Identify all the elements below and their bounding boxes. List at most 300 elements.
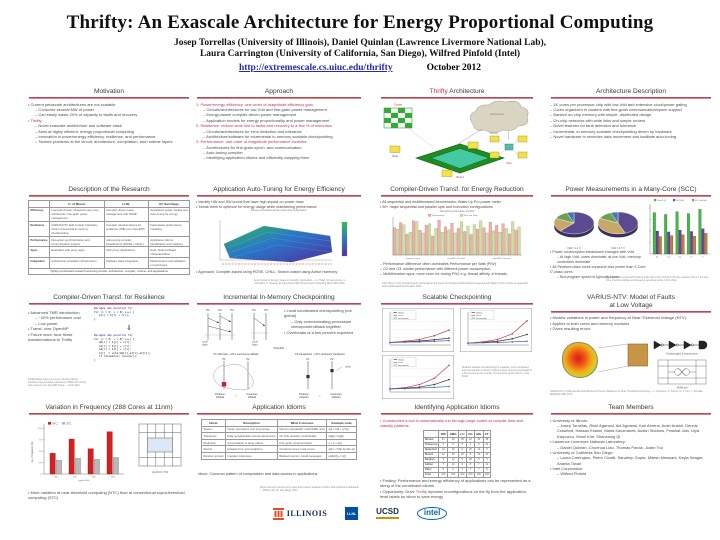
panel-title: Scalable Checkpointing [422,294,492,301]
bullet: • Identify HW and SW knobs that have high impact on power draw [196,199,304,204]
table-cell: Application idioms: identification and mapping [148,236,189,247]
svg-text:SCC (48): SCC (48) [676,200,684,202]
producer-rollback-label: rollback [215,396,225,399]
panel-title: Application Auto-Tuning for Energy Efficiency [213,186,345,193]
scc-pie-charts [550,199,642,251]
bullet: • University of Illinois: [550,417,588,423]
identify-opportunity [380,489,534,500]
column-header: Example code [327,420,357,427]
approach-bullets [194,102,364,161]
code-line: #pragma omp parallel for [94,306,133,310]
resilience-citation: ROSE-based source-to-source transformations introduce triple-modular redundancy (TMR) with voting and recovery over OpenMP codes — LLNL 2012. [28,378,86,387]
table-cell: Auto-tuning compiler infrastructure (ROSE + CHiLL) [104,236,148,247]
panel-title: Compiler-Driven Transf. for Energy Reduction [390,186,524,193]
svg-text:NTC: NTC [52,422,58,426]
table-cell: Banked memory; small messages [277,452,326,459]
label-memory: Memory [489,132,499,135]
architecture-diagram [378,100,536,182]
sponsor-logos [0,507,720,520]
table-cell: 2 [466,442,474,447]
proc-label: P5 [264,309,268,312]
table-cell: 7 [475,462,484,467]
scc-bar-chart [644,198,712,264]
table-cell: 22 [466,437,474,442]
table-cell: 8 [466,462,474,467]
rule2-title: P2 checkpoints ⇒ P2's producers checkpoint [295,353,345,356]
label-interconnect: Interconnect [489,113,505,116]
bullet: – Low power [35,320,58,326]
panel-auto-tuning [194,186,364,292]
table-cell: DoD / DoE workload characterization [148,247,189,258]
consumer-chkpt-label: Consumer [330,393,342,396]
code-line: a[i] = vote(a0[i],a1[i],a2[i]); [94,350,151,355]
table-cell: Fine-grain synchronization and communication support [49,236,104,247]
bar-chart-note: Normalized performance and P/W [439,211,475,213]
table-row [202,446,357,453]
table-cell: Apps [29,247,50,258]
local-chkpt-label: Local [202,341,208,344]
bullet: – Only communicating processors checkpoint/rollback together [291,318,352,330]
bullet: – Novel exascale architecture and software stack [35,123,122,129]
svg-text:75: 75 [39,439,42,442]
bullet: – Novel features for fault detection and tolerance [550,123,637,129]
identify-table [396,430,518,478]
panel-frequency-variation [26,404,192,504]
scc-citation: Quantifying the power/performance trade-offs of the Intel SCC 48-core research chip vs. a 4-core Core i7 across voltage and frequency operating points, UIUC 2012. [606,276,709,282]
title-rule [197,97,361,99]
bullet: • Models variations in power and frequency at Near-Threshold Voltage (NTV) [550,315,686,321]
code-line: for (i = 0; i < N; i++) { [94,309,135,314]
bullet: – Circuits/architectures for error detection and tolerance [203,128,302,134]
table-cell: 25 [466,447,474,452]
gates-diagram [652,338,712,356]
table-cell: 6 [483,447,490,452]
poster-date: October 2012 [426,63,482,73]
svg-text:lu: lu [701,256,704,259]
panel-scc-power [548,186,714,292]
table-cell: Application power models and auto-tuning for energy [148,207,189,222]
bullet: – Incremental, in-memory scalable checkpointing driven by hardware [550,128,672,134]
table-cell: Stream [423,437,439,442]
illinois-wordmark: ILLINOIS [286,509,328,518]
proc-label: P1 [206,309,210,312]
title-rule [551,97,711,99]
table-cell: Memory bandwidth; wide/SIMD units [279,427,325,432]
table-cell: a[idx[i]] += v[i] [327,452,357,459]
table-cell: 7 [458,467,466,472]
checkpoint-overhead-chart-2 [460,308,532,352]
bullet: • Approach: Compiler-based using ROSE, CHiLL; Search-based using Active Harmony [196,270,338,274]
table-cell: 100 [484,473,489,477]
table-cell: 9 [448,467,459,472]
label-chip: Chip [506,162,512,165]
bullet: • Tweak them to optimize for energy usage while maintaining performance [196,204,317,209]
panel-scalable-checkpointing [378,294,536,402]
table-cell: 10 [448,462,459,467]
table-row [202,433,357,440]
table-cell: 11 [475,447,484,452]
idioms-citation: Idiom taxonomy derived from static and dynamic analysis of DoD / DoE production workloads — PMaC Lab, UC San Diego, 2012. [260,486,359,492]
bullet: – O2 and O3: similar performance with different power consumption [380,266,491,271]
panel-title: Identifying Application Idioms [414,404,500,411]
code-line: for (i = 0; i < N; i++) { [94,336,135,341]
poster-title: Thrifty: An Exascale Architecture for Energy Proportional Computing [66,12,654,33]
table-cell: 26 [458,452,466,457]
data-table [201,419,357,460]
panel-title: Team Members [608,404,654,411]
intel-logo: intel [417,507,447,520]
table-cell: Integration [29,257,50,268]
bullet: • Local coordinated checkpointing (not global) [284,308,352,319]
arrow-left-icon: ← [318,393,322,398]
data-table [28,200,190,275]
label-node: Node [391,155,399,158]
panel-approach [194,88,364,184]
table-cell: Compiler transformations for resilience (TMR over OpenMP) [104,222,148,237]
table-cell: Resilience [29,222,50,237]
bullet: – Laura Carrington, Pietro Cicotti, Sandeep Gupta, Mitesh Meswani, Kayla Seager, Ananta Tiwari [557,455,704,466]
table-cell: VARIUS-NTV fault models; hardware-driven incremental in-memory checkpointing [49,222,104,237]
column-header: MG [476,431,482,436]
title-rule [197,413,361,415]
bullet: • Advanced TMR introduction [28,310,80,315]
table-cell: Vector operations over long arrays [225,426,277,433]
project-url-link[interactable]: http://extremescale.cs.uiuc.edu/thrifty [238,63,393,73]
bullet: – Novel hardware to minimize data movement and facilitate auto-tuning [550,133,677,139]
bullet: – Aims at highly efficient, energy proportional computing [35,128,135,134]
svg-text:Core i7 (4): Core i7 (4) [657,200,666,202]
title-rule [29,303,189,305]
motivation-bullets [26,102,192,145]
title-thrifty: Thrifty [429,88,448,95]
svg-text:cg: cg [667,256,670,259]
chkpt-marker [306,375,309,378]
table-cell: Gather [423,462,439,467]
cluster-grid-icon [384,108,412,128]
code-line: if (mismatch) recover(); [94,354,138,358]
bullet: • Future work: tune these transformations to Thrifty [28,331,73,342]
checkpoint-overhead-chart-1 [382,308,454,352]
table-row [202,452,357,459]
gates-label: Boolean gates & interconnects [666,353,698,356]
bullet: – Banked on-chip memory with simple, distributed design [550,112,652,118]
table-cell: Reduction [202,439,226,446]
panel-title: Variation in Frequency (288 Cores at 11nm) [45,404,173,411]
table-cell: Updates from grid neighbors [225,446,277,453]
table-cell: 7 [466,467,474,472]
local-chkpt-label: chkpt [252,344,258,346]
table-cell: 38 [483,437,490,442]
research-table [28,200,190,275]
proc-label: P4 [252,309,256,312]
core-tile [628,344,648,366]
proc-label: P2 [330,358,334,361]
table-cell: Irregular references [225,452,277,459]
panel-title: Approach [264,88,294,95]
rules-heading: RULES: [273,346,285,350]
bullet: • Applies to both cores and memory modules [550,320,630,326]
chkpt-marker [330,369,333,372]
panel-identifying-idioms [378,404,536,504]
bullet: – Performance difference often dominates Performance per Watt (P/W) [380,262,497,266]
bullet: • Transf. over OpenMP [28,326,69,332]
surface-chart-note: Energy consumption across tuned code configurations [251,210,307,212]
panel-title: Power Measurements in a Many-Core (SCC) [565,186,697,193]
bullet: – Cores organized in clusters with fine-grain communication/synch support [550,106,682,112]
table-cell: 100 [460,473,465,477]
svg-text:Incremental: Incremental [476,317,487,320]
svg-text:Incremental: Incremental [398,364,409,367]
table-cell: 5 [483,457,490,462]
bullet: • 48 Pentium-class cores consume less power than 4 Core i7-class cores [550,264,646,274]
panel-research-description [26,186,192,292]
table-cell: Architecture simulation infrastructure [49,257,104,268]
svg-text:Incremental: Incremental [398,317,409,320]
panel-thrifty-architecture [378,88,536,184]
autotune-bullets [194,200,364,210]
bullet: – Architecture/software for incremental in-memory scalable checkpointing [203,133,333,139]
bullet: – Wilfred Pinfold [557,471,587,477]
opportunity-post: dynamic reconfigurations on the fly from the application-level labels by idiom to save energy [380,489,528,500]
table-cell: a[i] = b[i] + q*c[i] [327,426,357,433]
title-architecture: Architecture [447,88,485,95]
bullet: • Thrifty: [28,117,43,123]
column-header: What it stresses [277,420,326,427]
table-cell: Low-Vdd circuits; clustered many-core architecture; fine-grain power management [49,207,104,222]
table-cell: 12 [439,447,448,452]
code-line: a[i] = b[i] + c[i]; [94,313,130,317]
varius-citation: VARIUS-NTV: A Microarchitectural Model of Process Variations for Near-Threshold Computing — U. Karpuzcu, K. Kolluru, N. S. Kim, J. Torrellas. IEEE/IFIP DSN 2012. [550,390,704,396]
rollback-marker [222,382,226,386]
opportunity-thrifty: Thrifty [415,489,427,494]
panel-varius-ntv [548,294,714,402]
title-rule [197,303,361,305]
table-cell: 9 [458,447,466,452]
varius-bullets [548,315,714,331]
table-cell: Measurement and validation on prototypes [148,257,189,268]
table-cell: Fault-aware performance modeling [148,222,189,237]
table-row [202,426,357,433]
table-cell: Clustered cores; local comm. [277,446,326,453]
xgroup-label: sequential opts [405,258,421,260]
bullet: – Daniel Quinlan, Chunhua Liao, Thomas Panas, Justin Too [557,444,663,450]
bullet: • Lawrence Livermore National Laboratory: [550,439,626,445]
table-cell: s = s + a[i] [327,439,357,446]
table-row [29,222,190,237]
variation-heatmap [562,342,598,378]
svg-text:Perf. per Watt: Perf. per Watt [464,215,478,218]
table-cell: a[i] = c*(b[i-1]+b[i+1]) [328,447,355,452]
energy-citation: Joint UIUC / LLNL empirical study: performance and power of compiler transformations measured with Watts Up Pro meters on sequential and multithreaded benchmarks, 2012. [382,282,528,288]
column-header: FT [485,431,489,436]
table-cell: 7 [475,467,484,472]
column-header: LLNL [104,201,148,208]
column-header [423,431,439,438]
table-cell: Transpose [424,443,438,447]
link-row [0,63,720,73]
table-cell: Efficiency [29,207,50,222]
title-rule [197,195,361,197]
autotune-citation: Auto-Tuning for Energy Usage in Scientific Applications — A. Tiwari, M. Laurenzano, L. Carrington, A. Snavely. Energy-Aware High Performance Computing (EnA-HPC) 2011. [254,279,346,285]
table-cell: 8 [483,467,490,472]
svg-text:ep: ep [678,256,682,259]
table-row [29,257,190,268]
table-cell: 21 [483,442,490,447]
table-cell: Stream [202,426,226,433]
svg-text:8%: 8% [92,476,96,479]
transform-arrow-icon: ⇓ [126,325,132,332]
sram-label: SRAM cell [676,387,688,389]
table-cell: 8 [466,452,474,457]
bullet: • Overheads of a few percent expected [284,329,353,335]
table-row [202,439,357,446]
svg-text:100: 100 [37,428,42,430]
checkpoint-overhead-chart-3 [382,355,454,399]
table-cell: Transpose [202,433,226,440]
title-rule [381,97,533,99]
ckpt-bullets [282,308,366,335]
consumer-rollback-label: Consumer [246,393,258,396]
consumer-rollback-label: rollback [247,396,257,399]
local-chkpt-label: chkpt [202,344,208,346]
svg-text:σ/μ of frequency (%): σ/μ of frequency (%) [32,441,34,463]
bullet: – Architectures for fine-grain synch. and communication [203,144,302,150]
zoom-lines [596,342,648,382]
panel-energy-reduction [378,186,536,292]
energy-bar-chart [388,214,526,260]
proc-label: P2 [218,309,222,312]
column-header: U. of Illinois [49,201,104,208]
interconnect-cloud [470,101,528,133]
panel-title: Compiler-Driven Transf. for Resilience [53,294,165,301]
bullet: – Energy-aware compiler-driven power management [203,112,297,118]
svg-text:5%: 5% [73,476,77,479]
panel-title: Application Idioms [252,404,306,411]
title-rule [551,195,711,197]
identify-findings [378,478,540,489]
column-header: UC San Diego [148,201,189,208]
bullet: – Innovation in power/energy efficiency, resilience, and performance [35,133,156,139]
table-cell: 12 [483,462,490,467]
bullet: – Circuits/architectures for low Vdd and fine-grain power management [203,106,327,112]
producer-rollback-label: Producer [215,393,225,396]
xgroup-label: OpenMP 2 threads [447,258,466,260]
table-cell: 100 [466,472,474,477]
table-cell: Software stack integration [104,257,148,268]
table-cell: 6 [458,457,466,462]
chip-floorplan [136,422,186,478]
table-cell: 28 [466,457,474,462]
proc-label: P1 [222,358,226,361]
panel-title-line2: at Low Voltage [609,301,653,309]
title-rule [29,413,189,415]
bullet: • University of California San Diego: [550,449,614,455]
authors-line-2: Laura Carrington (University of California, San Diego), Wilfred Pinfold (Intel) [199,49,521,59]
checkpoint-rules-diagram [196,351,362,401]
table-cell: 7 [439,462,448,467]
table-cell: Random access [203,453,224,458]
bullet: – Consume several MW of power [35,106,95,112]
svg-text:STC: STC [66,422,72,426]
team-list [548,418,714,477]
bullet: – Josep Torrellas, Rishi Agarwal, Adi Agrawal, Karl Ahrens, Amin Ansari, Dennis Crawford, Hassan Eslami, Maria Kaczmarek, Austin Siddons, Prabhat Jain, Ulya Karpuzcu, Wooil Kim, Shanxiang Qi [557,422,700,439]
bullet: – On-chip networks with wide links and simple routers [550,117,646,123]
svg-text:bt: bt [656,256,658,259]
column-header [29,201,50,208]
column-header: LU [460,431,465,436]
table-cell: 41 [439,437,448,442]
svg-text:ft: ft [690,256,692,259]
label-board: Board [456,176,464,179]
autotune-approach [194,270,368,275]
table-cell: On-chip network; scratchpads [277,433,326,440]
title-rule [381,413,533,415]
bullet: – At high Vdd, cores dominate; at low Vdd, memory controllers dominate [557,254,641,264]
table-cell: Reduction [424,448,438,452]
table-cell: 9 [458,462,466,467]
table-row [423,472,490,477]
opportunity-pre: • Opportunity: Drive [380,489,416,494]
title-rule [551,311,711,313]
illinois-column-icon [273,508,284,520]
code-line: a0[i] = b[i] + c[i]; [94,340,132,344]
column-header: Description [225,420,277,427]
svg-text:SCC low Vdd: SCC low Vdd [695,200,707,202]
panel-resilience [26,294,192,402]
table-row [29,236,190,247]
table-cell: Random [423,457,439,462]
column-header: Idiom [202,420,226,427]
table-cell: Compiler-driven power management with ROSE [104,207,148,222]
table-cell: 18 [448,452,459,457]
bullet: • More variation at near-threshold computing (NTC) than at conventional supra-threshold computing (STC) [28,490,185,501]
table-cell: 100 [475,472,484,477]
bullet: – Multithreaded apps: more room for tuning P/W, e.g. thread affinity, # threads [380,271,507,276]
proc-label: P2 [246,358,250,361]
panel-title [378,88,536,96]
table-cell: Accumulation of array values [225,439,277,446]
column-header: CG [468,431,473,436]
title-rule [381,195,533,197]
table-cell: Other [423,467,439,472]
title-rule [29,195,189,197]
panel-architecture-description [548,88,714,184]
bullet: – Identifying application idioms and efficiently mapping them [203,155,310,161]
table-cell: 5 [448,442,459,447]
title-rule [551,413,711,415]
svg-text:Global: Global [398,312,404,315]
rule1-title: P1 rolls back ⇒ P1's consumers rollback [213,353,259,356]
checkpoint-timeline-diagram [196,306,278,346]
bullet: – But program speed is typically lower [557,274,620,279]
bullet: • Power consumption breakdown changes with Vdd [550,250,634,254]
panel-title: Incremental In-Memory Checkpointing [223,294,335,301]
table-cell: 100 [448,472,459,477]
illinois-logo [273,508,327,520]
energy-xgroup-labels [392,258,524,260]
table-cell: 22 [439,452,448,457]
bullet: • 50+ major sequential and parallel opts and execution configurations [380,204,493,209]
table-cell: Evaluation with proxy apps [49,247,104,258]
chip-center-block [147,438,172,452]
code-line: #pragma omp parallel for [94,333,133,337]
svg-text:12%: 12% [110,476,116,479]
bullet: – Tackles problems at the circuit, architecture, compilation, and runtime layers [35,139,173,145]
chip-caption: (σ/μ)Vth = 5% [151,471,169,474]
label-cluster: Cluster [393,103,403,107]
svg-text:3%: 3% [54,476,58,479]
bullet: • Finding: Performance and energy efficiency of applications can be represented as a string of the constituent idioms [380,478,531,489]
